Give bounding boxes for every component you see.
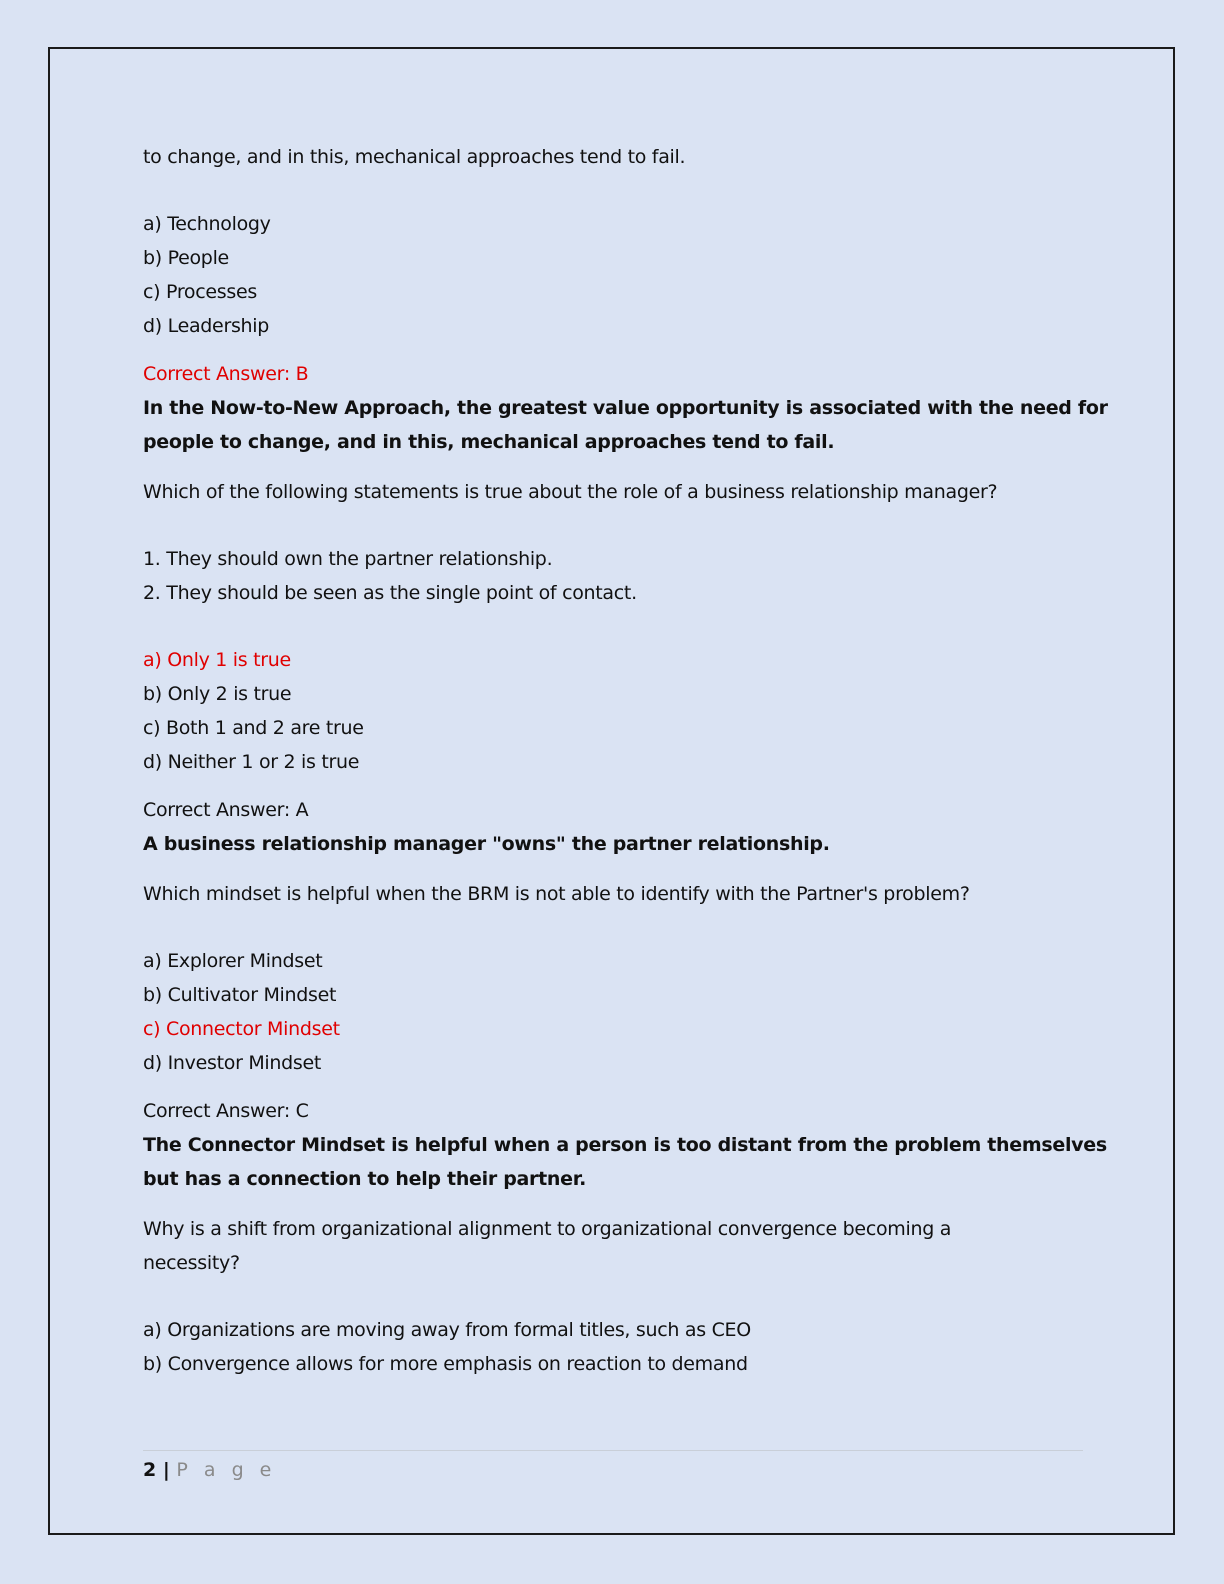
option-b: b) Cultivator Mindset	[143, 984, 337, 1006]
correct-answer: Correct Answer: B	[143, 363, 309, 385]
footer-separator: |	[156, 1459, 177, 1481]
question-text: Which of the following statements is true about the role of a business relationship manager?	[143, 481, 998, 503]
page-label: P a g e	[176, 1459, 277, 1481]
statement-1: 1. They should own the partner relationship.	[143, 548, 553, 570]
explanation-line: people to change, and in this, mechanical approaches tend to fail.	[143, 431, 835, 453]
option-b: b) Only 2 is true	[143, 683, 292, 705]
option-a: a) Only 1 is true	[143, 649, 291, 671]
option-d: d) Leadership	[143, 315, 270, 337]
explanation-line: A business relationship manager "owns" the partner relationship.	[143, 833, 830, 855]
document-body	[143, 140, 1108, 1381]
explanation-line: The Connector Mindset is helpful when a person is too distant from the problem themselves	[143, 1134, 1107, 1156]
option-b: b) People	[143, 247, 229, 269]
option-c: c) Both 1 and 2 are true	[143, 717, 364, 739]
explanation-line: but has a connection to help their partner.	[143, 1168, 586, 1190]
question-text: necessity?	[143, 1252, 240, 1274]
footer-divider	[143, 1450, 1083, 1451]
option-a: a) Explorer Mindset	[143, 950, 323, 972]
explanation-line: In the Now-to-New Approach, the greatest value opportunity is associated with the need for	[143, 397, 1108, 419]
option-b: b) Convergence allows for more emphasis on reaction to demand	[143, 1353, 748, 1375]
question-continuation: to change, and in this, mechanical approaches tend to fail.	[143, 146, 686, 168]
option-d: d) Investor Mindset	[143, 1052, 322, 1074]
page-number: 2	[143, 1459, 157, 1481]
option-d: d) Neither 1 or 2 is true	[143, 751, 360, 773]
question-text: Which mindset is helpful when the BRM is not able to identify with the Partner's problem?	[143, 883, 970, 905]
correct-answer: Correct Answer: C	[143, 1100, 309, 1122]
option-c: c) Processes	[143, 281, 257, 303]
option-a: a) Technology	[143, 213, 271, 235]
option-a: a) Organizations are moving away from formal titles, such as CEO	[143, 1319, 751, 1341]
option-c: c) Connector Mindset	[143, 1018, 340, 1040]
page-footer	[143, 1453, 276, 1487]
correct-answer: Correct Answer: A	[143, 799, 309, 821]
statement-2: 2. They should be seen as the single point of contact.	[143, 582, 637, 604]
question-text: Why is a shift from organizational alignment to organizational convergence becoming a	[143, 1218, 952, 1240]
